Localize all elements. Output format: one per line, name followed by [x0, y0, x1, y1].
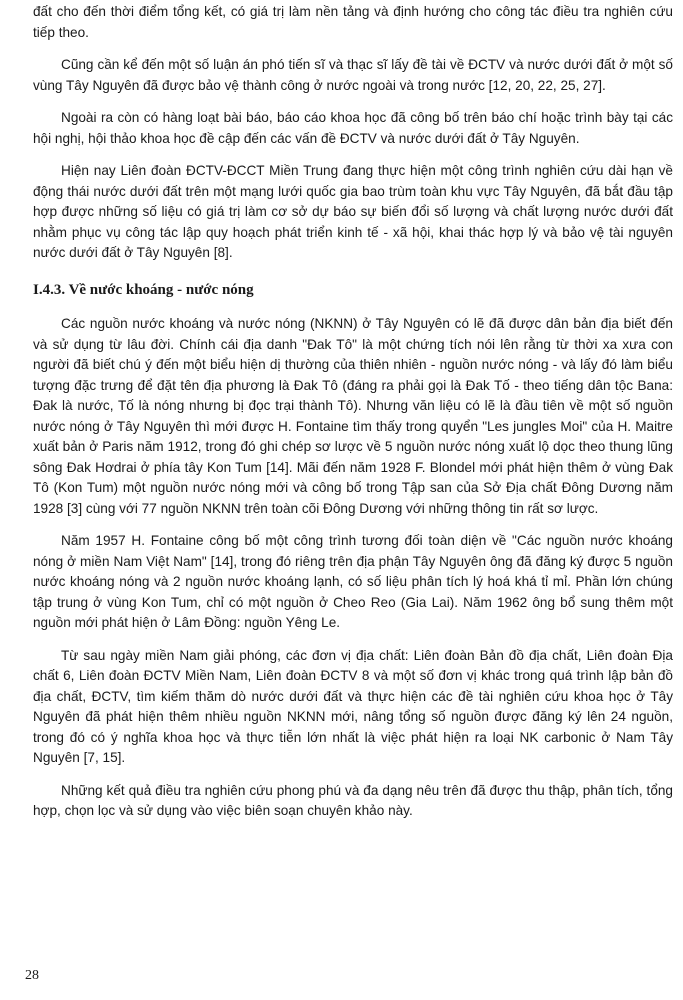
paragraph-theses: Cũng cần kể đến một số luận án phó tiến sĩ và thạc sĩ lấy đề tài về ĐCTV và nước dưới đất ở một số vùng Tây Nguyên đã được bảo vệ thành công ở nước ngoài và trong nước [12, 20, 22, 25, 27]. — [33, 57, 673, 93]
paragraph-fontaine: Năm 1957 H. Fontaine công bố một công trình tương đối toàn diện về "Các nguồn nước khoáng nóng ở miền Nam Việt Nam" [14], trong đó riêng trên địa phận Tây Nguyên ông đã đăng ký được 5 nguồn nước khoáng nóng và 2 nguồn nước khoáng lạnh, có số liệu phân tích lý hoá khá tỉ mỉ. Phần lớn chúng tập trung ở vùng Kon Tum, chỉ có một nguồn ở Cheo Reo (Gia Lai). Năm 1962 ông bổ sung thêm một nguồn mới phát hiện ở Lâm Đồng: nguồn Yêng Le. — [33, 533, 673, 630]
paragraph-history: Các nguồn nước khoáng và nước nóng (NKNN) ở Tây Nguyên có lẽ đã được dân bản địa biết đến và sử dụng từ lâu đời. Chính cái địa danh "Đak Tô" là một chứng tích nói lên rằng từ thời xa xưa con người đã biết chú ý đến một biểu hiện dị thường của thiên nhiên - nguồn nước nóng - và lấy đó làm biểu tượng đặc trưng để đặt tên địa phương là Đak Tô (đáng ra phải gọi là Đak Tố - theo tiếng dân tộc Bana: Đak là nước, Tố là nóng nhưng bị đọc trại thành Tô). Nhưng văn liệu có lẽ là đầu tiên về một số nguồn nước nóng ở Tây Nguyên thì mới được H. Fontaine tìm thấy trong quyển "Les jungles Moi" của H. Maitre xuất bản ở Paris năm 1912, trong đó ghi chép sơ lược về 5 nguồn nước nóng xuất lộ dọc theo thung lũng sông Đak Hơdrai ở phía tây Kon Tum [14]. Mãi đến năm 1928 F. Blondel mới phát hiện thêm ở vùng Đak Tô (Kon Tum) một nguồn nước nóng mới và công bố trong Tập san của Sở Địa chất Đông Dương năm 1928 [3] cùng với 77 nguồn NKNN trên toàn cõi Đông Dương với những thông tin rất sơ lược. — [33, 316, 673, 516]
paragraph-conclusion: Những kết quả điều tra nghiên cứu phong phú và đa dạng nêu trên đã được thu thập, phân tích, tổng hợp, chọn lọc và sử dụng vào việc biên soạn chuyên khảo này. — [33, 782, 673, 818]
section-heading: I.4.3. Về nước khoáng - nước nóng — [33, 281, 254, 298]
page-content — [33, 2, 673, 834]
paragraph-articles: Ngoài ra còn có hàng loạt bài báo, báo cáo khoa học đã công bố trên báo chí hoặc trình bày tại các hội nghị, hội thảo khoa học đề cập đến các vấn đề ĐCTV và nước dưới đất ở Tây Nguyên. — [33, 110, 673, 146]
paragraph-after-liberation: Từ sau ngày miền Nam giải phóng, các đơn vị địa chất: Liên đoàn Bản đồ địa chất, Liên đoàn Địa chất 6, Liên đoàn ĐCTV Miền Nam, Liên đoàn ĐCTV 8 và một số đơn vị khác trong quá trình lập bản đồ địa chất, ĐCTV, tìm kiếm thăm dò nước dưới đất và thực hiện các đề tài nghiên cứu khoa học ở Tây Nguyên đã phát hiện thêm nhiều nguồn NKNN mới, nâng tổng số nguồn được đăng ký lên 24 nguồn, trong đó có ý nghĩa khoa học và thực tiễn lớn nhất là việc phát hiện ra loại NK carbonic ở Nam Tây Nguyên [7, 15]. — [33, 647, 673, 765]
page-number: 28 — [25, 968, 39, 983]
paragraph-current-research: Hiện nay Liên đoàn ĐCTV-ĐCCT Miền Trung đang thực hiện một công trình nghiên cứu dài hạn về động thái nước dưới đất trên một mạng lưới quốc gia bao trùm toàn khu vực Tây Nguyên, đã bắt đầu tập hợp được những số liệu có giá trị làm cơ sở dự báo sự biến đổi số lượng và chất lượng nước dưới đất nhằm phục vụ công tác lập quy hoạch phát triển kinh tế - xã hội, khai thác hợp lý và bảo vệ tài nguyên nước dưới đất ở Tây Nguyên [8]. — [33, 163, 673, 260]
paragraph-continued: đất cho đến thời điểm tổng kết, có giá trị làm nền tảng và định hướng cho công tác điều tra nghiên cứu tiếp theo. — [33, 4, 673, 40]
